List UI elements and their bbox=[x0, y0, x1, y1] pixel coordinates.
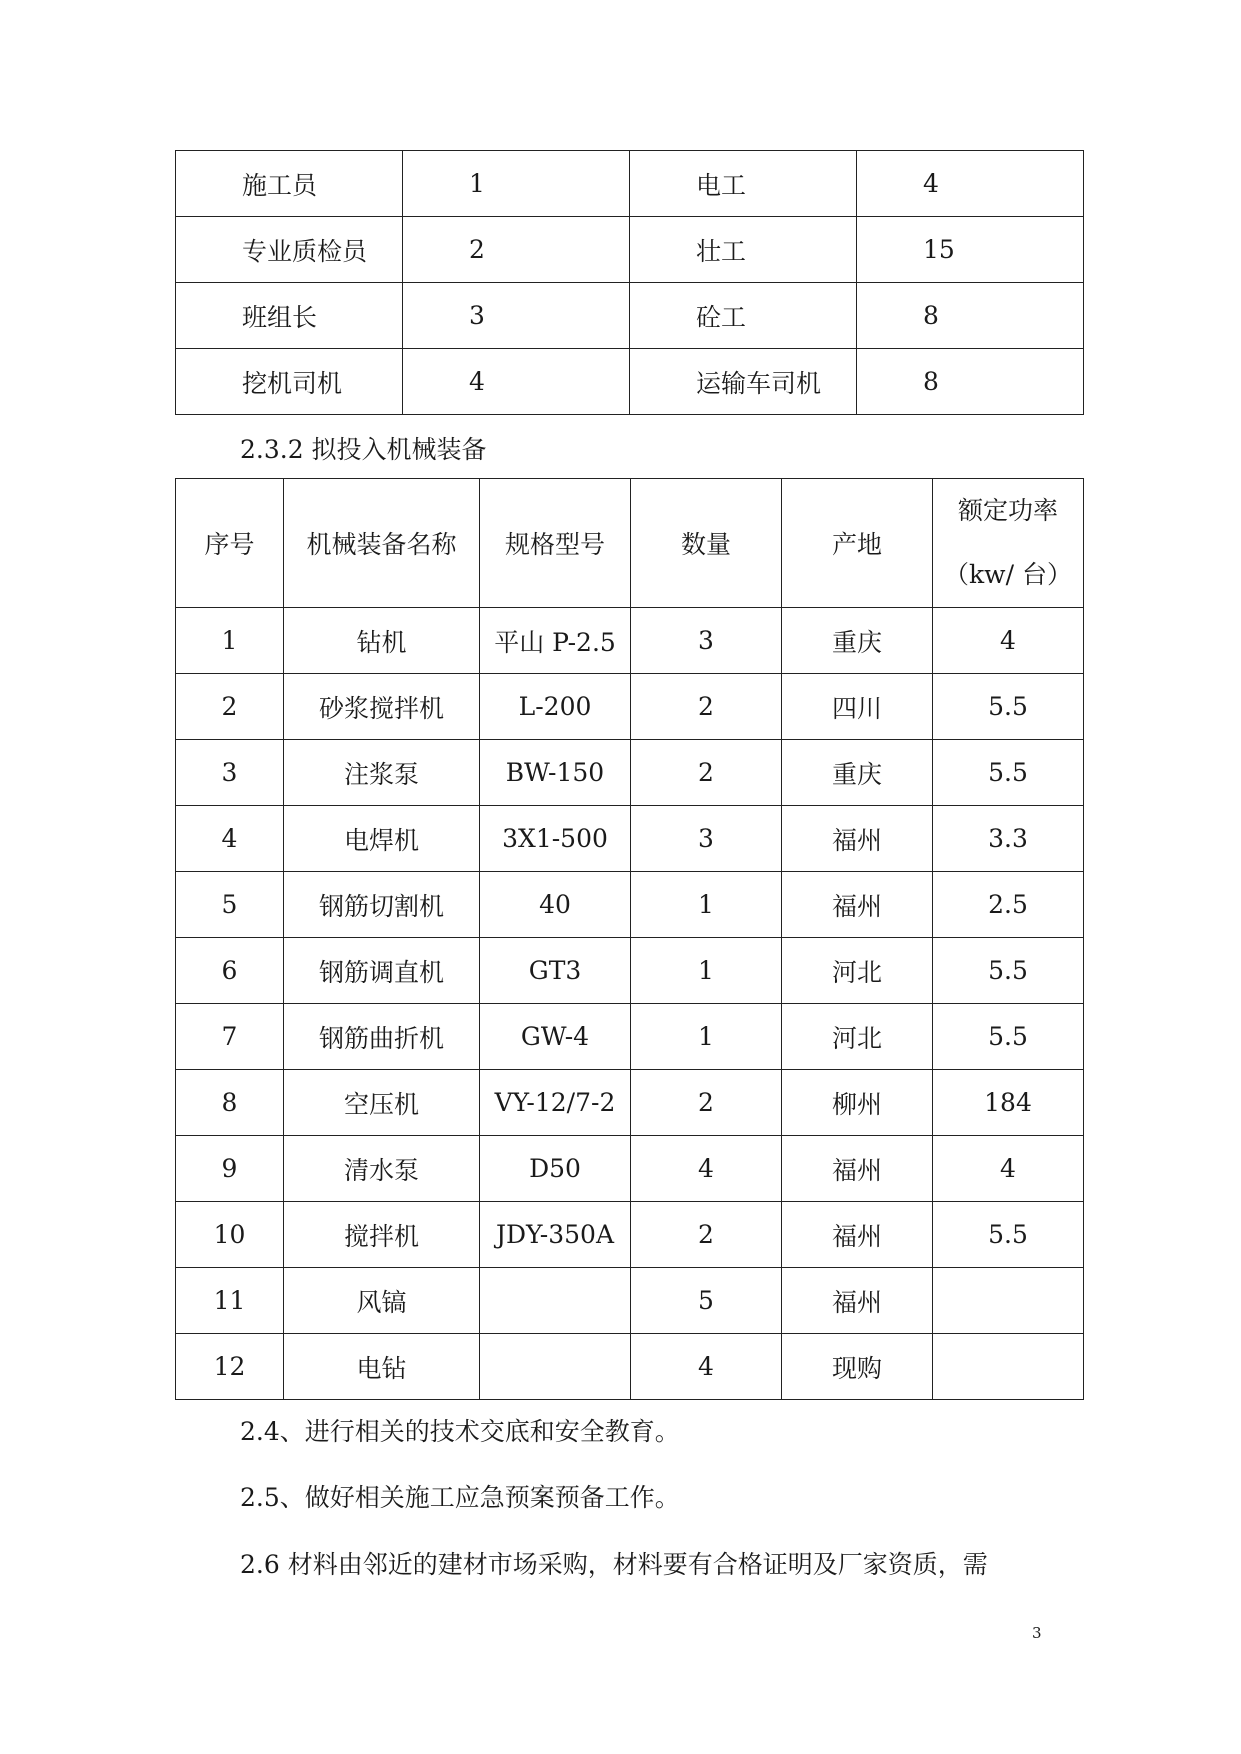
index-cell: 3 bbox=[176, 740, 284, 806]
origin-cell: 河北 bbox=[782, 938, 933, 1004]
staff-count-cell: 2 bbox=[402, 217, 629, 283]
header-cell: 序号 bbox=[176, 479, 284, 608]
equipment-row bbox=[176, 1136, 1084, 1202]
model-cell: BW-150 bbox=[480, 740, 631, 806]
quantity-cell: 4 bbox=[631, 1334, 782, 1400]
index-cell: 5 bbox=[176, 872, 284, 938]
staff-row bbox=[176, 283, 1084, 349]
model-cell: 40 bbox=[480, 872, 631, 938]
staff-role-cell: 施工员 bbox=[176, 151, 403, 217]
quantity-cell: 1 bbox=[631, 872, 782, 938]
quantity-cell: 2 bbox=[631, 674, 782, 740]
header-cell: 数量 bbox=[631, 479, 782, 608]
staff-count-cell: 3 bbox=[402, 283, 629, 349]
origin-cell: 福州 bbox=[782, 1202, 933, 1268]
origin-cell: 福州 bbox=[782, 806, 933, 872]
power-header-unit: （kw/ 台） bbox=[944, 560, 1072, 589]
equipment-row bbox=[176, 1202, 1084, 1268]
origin-cell: 重庆 bbox=[782, 608, 933, 674]
staff-role-cell: 壮工 bbox=[629, 217, 856, 283]
page-number: 3 bbox=[1032, 1624, 1042, 1642]
model-cell: GW-4 bbox=[480, 1004, 631, 1070]
power-cell: 5.5 bbox=[933, 938, 1084, 1004]
power-cell: 5.5 bbox=[933, 1202, 1084, 1268]
staff-role-cell: 砼工 bbox=[629, 283, 856, 349]
paragraph-2-6: 2.6 材料由邻近的建材市场采购，材料要有合格证明及厂家资质，需 bbox=[240, 1550, 988, 1579]
origin-cell: 四川 bbox=[782, 674, 933, 740]
power-cell bbox=[933, 1334, 1084, 1400]
equipment-row bbox=[176, 938, 1084, 1004]
paragraph-2-5: 2.5、做好相关施工应急预案预备工作。 bbox=[240, 1483, 680, 1512]
quantity-cell: 3 bbox=[631, 608, 782, 674]
model-cell: D50 bbox=[480, 1136, 631, 1202]
staff-role-cell: 电工 bbox=[629, 151, 856, 217]
origin-cell: 福州 bbox=[782, 1136, 933, 1202]
model-cell: L-200 bbox=[480, 674, 631, 740]
equipment-row bbox=[176, 806, 1084, 872]
index-cell: 1 bbox=[176, 608, 284, 674]
equipment-name-cell: 电焊机 bbox=[284, 806, 480, 872]
power-cell: 5.5 bbox=[933, 740, 1084, 806]
index-cell: 12 bbox=[176, 1334, 284, 1400]
equipment-name-cell: 风镐 bbox=[284, 1268, 480, 1334]
index-cell: 2 bbox=[176, 674, 284, 740]
staff-role-cell: 班组长 bbox=[176, 283, 403, 349]
header-cell: 规格型号 bbox=[480, 479, 631, 608]
power-cell: 5.5 bbox=[933, 674, 1084, 740]
equipment-name-cell: 电钻 bbox=[284, 1334, 480, 1400]
power-cell: 5.5 bbox=[933, 1004, 1084, 1070]
staff-row bbox=[176, 151, 1084, 217]
staff-count-cell: 8 bbox=[856, 283, 1083, 349]
equipment-row bbox=[176, 1334, 1084, 1400]
quantity-cell: 2 bbox=[631, 1070, 782, 1136]
equipment-row bbox=[176, 608, 1084, 674]
staff-row bbox=[176, 217, 1084, 283]
index-cell: 6 bbox=[176, 938, 284, 1004]
origin-cell: 柳州 bbox=[782, 1070, 933, 1136]
staff-count-cell: 15 bbox=[856, 217, 1083, 283]
model-cell: 平山 P-2.5 bbox=[480, 608, 631, 674]
equipment-name-cell: 钢筋切割机 bbox=[284, 872, 480, 938]
quantity-cell: 1 bbox=[631, 938, 782, 1004]
staff-count-cell: 1 bbox=[402, 151, 629, 217]
equipment-name-cell: 搅拌机 bbox=[284, 1202, 480, 1268]
model-cell: VY-12/7-2 bbox=[480, 1070, 631, 1136]
quantity-cell: 2 bbox=[631, 1202, 782, 1268]
power-cell: 4 bbox=[933, 1136, 1084, 1202]
index-cell: 7 bbox=[176, 1004, 284, 1070]
power-header-cell bbox=[933, 479, 1084, 608]
origin-cell: 重庆 bbox=[782, 740, 933, 806]
model-cell: GT3 bbox=[480, 938, 631, 1004]
power-cell: 184 bbox=[933, 1070, 1084, 1136]
quantity-cell: 1 bbox=[631, 1004, 782, 1070]
staff-count-cell: 8 bbox=[856, 349, 1083, 415]
equipment-row bbox=[176, 740, 1084, 806]
staff-role-cell: 挖机司机 bbox=[176, 349, 403, 415]
equipment-name-cell: 砂浆搅拌机 bbox=[284, 674, 480, 740]
staff-row bbox=[176, 349, 1084, 415]
equipment-name-cell: 钢筋调直机 bbox=[284, 938, 480, 1004]
equipment-row bbox=[176, 872, 1084, 938]
origin-cell: 福州 bbox=[782, 872, 933, 938]
equipment-header-row bbox=[176, 479, 1084, 608]
model-cell bbox=[480, 1268, 631, 1334]
quantity-cell: 5 bbox=[631, 1268, 782, 1334]
power-cell bbox=[933, 1268, 1084, 1334]
index-cell: 4 bbox=[176, 806, 284, 872]
model-cell: 3X1-500 bbox=[480, 806, 631, 872]
staff-count-cell: 4 bbox=[856, 151, 1083, 217]
paragraph-2-4: 2.4、进行相关的技术交底和安全教育。 bbox=[240, 1417, 680, 1446]
equipment-name-cell: 钢筋曲折机 bbox=[284, 1004, 480, 1070]
power-cell: 3.3 bbox=[933, 806, 1084, 872]
quantity-cell: 3 bbox=[631, 806, 782, 872]
equipment-name-cell: 注浆泵 bbox=[284, 740, 480, 806]
power-cell: 4 bbox=[933, 608, 1084, 674]
equipment-row bbox=[176, 1268, 1084, 1334]
quantity-cell: 2 bbox=[631, 740, 782, 806]
index-cell: 10 bbox=[176, 1202, 284, 1268]
equipment-row bbox=[176, 674, 1084, 740]
equipment-name-cell: 钻机 bbox=[284, 608, 480, 674]
equipment-row bbox=[176, 1070, 1084, 1136]
index-cell: 11 bbox=[176, 1268, 284, 1334]
equipment-name-cell: 清水泵 bbox=[284, 1136, 480, 1202]
power-header-line: 额定功率 bbox=[957, 496, 1058, 525]
staff-table bbox=[175, 150, 1084, 415]
model-cell bbox=[480, 1334, 631, 1400]
staff-role-cell: 专业质检员 bbox=[176, 217, 403, 283]
origin-cell: 福州 bbox=[782, 1268, 933, 1334]
staff-role-cell: 运输车司机 bbox=[629, 349, 856, 415]
staff-count-cell: 4 bbox=[402, 349, 629, 415]
header-cell: 产地 bbox=[782, 479, 933, 608]
section-heading: 2.3.2 拟投入机械装备 bbox=[240, 435, 487, 464]
model-cell: JDY-350A bbox=[480, 1202, 631, 1268]
origin-cell: 河北 bbox=[782, 1004, 933, 1070]
index-cell: 8 bbox=[176, 1070, 284, 1136]
equipment-table bbox=[175, 478, 1084, 1400]
equipment-row bbox=[176, 1004, 1084, 1070]
power-cell: 2.5 bbox=[933, 872, 1084, 938]
header-cell: 机械装备名称 bbox=[284, 479, 480, 608]
equipment-name-cell: 空压机 bbox=[284, 1070, 480, 1136]
quantity-cell: 4 bbox=[631, 1136, 782, 1202]
index-cell: 9 bbox=[176, 1136, 284, 1202]
origin-cell: 现购 bbox=[782, 1334, 933, 1400]
